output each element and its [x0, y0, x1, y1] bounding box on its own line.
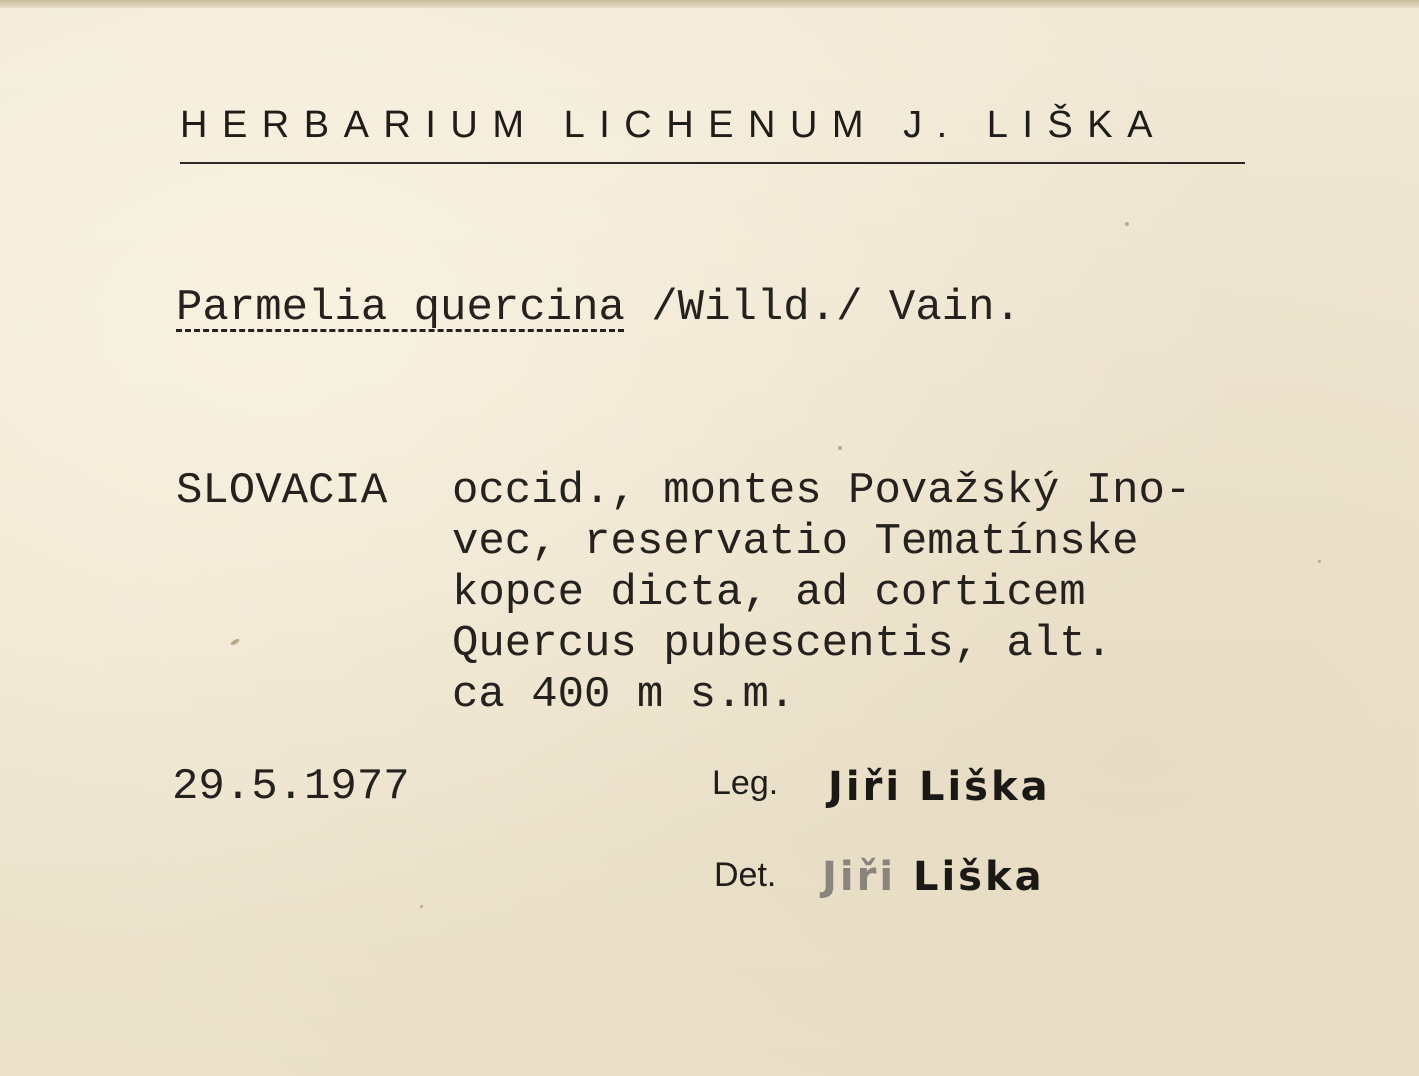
- species-name: Parmelia quercina: [176, 283, 625, 333]
- paper-speck: [1125, 222, 1129, 226]
- paper-speck: [1318, 560, 1321, 563]
- locality-line: kopce dicta, ad corticem: [452, 568, 1086, 618]
- species-line: [176, 283, 1021, 333]
- locality-country: SLOVACIA: [176, 466, 388, 516]
- paper-edge: [0, 0, 1419, 8]
- paper-speck: [420, 905, 423, 908]
- species-authority: /Willd./ Vain.: [624, 283, 1021, 333]
- paper-speck: [230, 638, 241, 646]
- locality-line: occid., montes Považský Ino-: [452, 466, 1192, 516]
- locality-line: ca 400 m s.m.: [452, 670, 796, 720]
- locality-line: Quercus pubescentis, alt.: [452, 619, 1113, 669]
- det-label: Det.: [714, 856, 777, 894]
- paper-speck: [838, 446, 842, 450]
- collector-name-stamp: Jiři Liška: [828, 764, 1051, 810]
- herbarium-title: HERBARIUM LICHENUM J. LIŠKA: [180, 104, 1167, 146]
- locality-line: vec, reservatio Tematínske: [452, 517, 1139, 567]
- determiner-name-stamp: [822, 854, 1045, 900]
- locality-description: [452, 466, 1191, 721]
- leg-label: Leg.: [712, 764, 779, 802]
- title-divider: [180, 162, 1245, 164]
- determiner-first-name: Jiři: [822, 854, 897, 900]
- collection-date: 29.5.1977: [172, 762, 410, 812]
- determiner-last-name: Liška: [896, 854, 1045, 900]
